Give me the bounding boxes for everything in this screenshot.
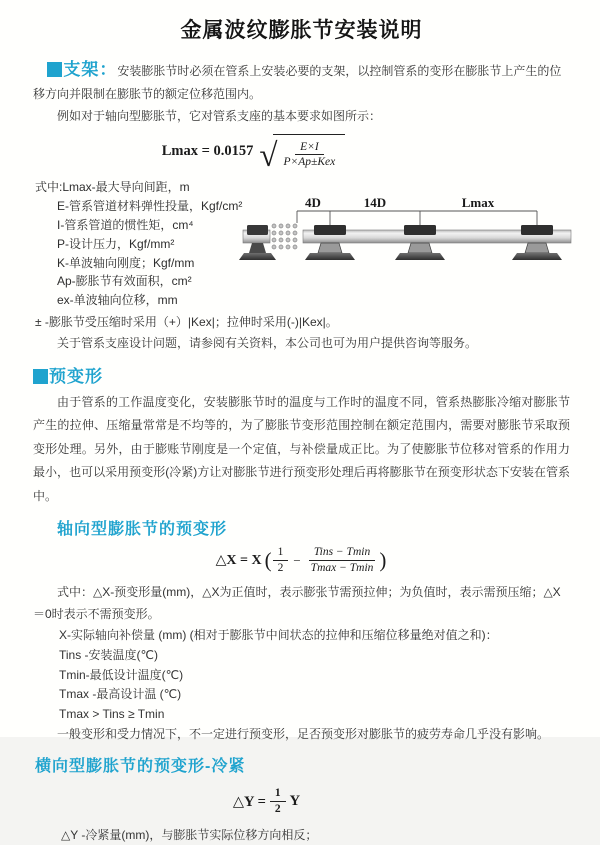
right-paren: ) [379,548,387,573]
consult-note: 关于管系支座设计问题，请参阅有关资料，本公司也可为用户提供咨询等服务。 [57,335,478,350]
dimension-label-14d: 14D [363,195,387,210]
predeform-section-header [33,362,570,387]
page-title: 金属波纹膨胀节安装说明 [180,19,423,42]
half-numerator: 1 [270,786,286,802]
support-intro-paragraph [33,59,570,105]
transverse-note: △Y -冷紧量(mm)，与膨胀节实际位移方向相反； [61,828,318,843]
definition-item: K-单波轴向刚度；Kgf/mm [57,255,195,270]
temperature-denominator: Tmax − Tmin [310,562,374,575]
formula-lmax-numerator: E×I [295,140,324,156]
definition-item: I-管系管道的惯性矩，cm⁴ [57,217,194,232]
definition-item: ex-单波轴向位移，mm [57,293,178,308]
support-intro-text: 安装膨胀节时必须在管系上安装必要的支架，以控制管系的变形在膨胀节上产生的位移方向并限制在膨胀节的额定位移范围内。 [33,64,562,101]
pipe-support-diagram [243,192,577,292]
section-marker-icon [47,62,62,77]
formula-lmax-denominator: P×Ap±Kex [283,156,336,169]
support-example-line: 例如对于轴向型膨胀节，它对管系支座的基本要求如图所示： [57,109,382,123]
definition-item: P-设计压力，Kgf/mm² [57,236,175,251]
temperature-numerator: Tins − Tmin [309,545,375,561]
transverse-subheading: 横向型膨胀节的预变形-冷紧 [35,758,246,776]
formula-lmax-fraction [279,140,341,171]
dimension-label-4d: 4D [305,195,321,210]
half-denominator: 2 [274,803,281,816]
predeform-section-heading: 预变形 [49,366,103,386]
one-half-fraction [270,786,286,817]
bellows-icon [272,224,297,249]
tmin-definition: Tmin-最低设计温度(℃) [59,667,184,682]
formula-transverse-lhs: △Y = [232,793,266,810]
definition-item: 式中:Lmax-最大导向间距，m [35,180,190,195]
axial-general-note: 一般变形和受力情况下，不一定进行预变形，足否预变形对膨胀节的疲劳寿命几乎没有影响。 [57,727,550,742]
formula-lmax-lhs: Lmax = 0.0157 [161,143,254,160]
half-denominator: 2 [277,562,284,575]
axial-x-definition: X-实际轴向补偿量 (mm) (相对于膨胀节中间状态的拉伸和压缩位移量绝对值之和)： [59,628,498,643]
formula-transverse-rhs: Y [289,793,301,810]
radical-vinculum [273,134,346,171]
half-numerator: 1 [273,545,289,561]
tins-definition: Tins -安装温度(℃) [59,648,159,663]
definition-item: Ap-膨胀节有效面积，cm² [57,274,192,289]
one-half-fraction [273,545,289,576]
temperature-fraction [306,545,379,576]
dimension-label-lmax: Lmax [461,195,495,210]
minus-operator: − [293,552,301,568]
predeform-paragraph: 由于管系的工作温度变化，安装膨胀节时的温度与工作时的温度不同，管系热膨胀冷缩对膨胀节产生的拉伸、压缩量常常是不均等的，为了膨胀节变形范围控制在额定范围内，需要对膨胀节采取预变形处理。另外，由于膨账节刚度是一个定值，与补偿量成正比。为了使膨胀节位移对管系的作用力最小，也可以采用预变形(冷紧)方让对膨胀节进行预变形处理后再将膨胀节在预变形状态下安装在管系中。 [33,394,570,503]
axial-subheading: 轴向型膨胀节的预变形 [57,521,228,539]
support-section-heading: 支架： [63,60,118,79]
formula-axial-predeform [216,545,388,576]
axial-note-main: 式中：△X-预变形量(mm)，△X为正值时，表示膨张节需预拉伸；为负值时，表示需预压缩；△X＝0时表示不需预变形。 [33,585,561,621]
temperature-inequality: Tmax > Tins ≥ Tmin [59,706,165,721]
plus-minus-note: ± -膨胀节受压缩时采用（+）|Kex|；拉伸时采用(-)|Kex|。 [35,314,338,329]
definition-item: E-管系管道材料弹性投量，Kgf/cm² [57,199,243,214]
formula-transverse-coldpull [233,786,300,817]
left-paren: ( [264,548,272,573]
section-marker-icon [33,369,48,384]
radical-sign: √ [259,137,278,174]
formula-lmax [161,134,346,174]
formula-axial-lhs: △X = X [215,553,262,569]
tmax-definition: Tmax -最高设计温 (℃) [59,687,182,702]
